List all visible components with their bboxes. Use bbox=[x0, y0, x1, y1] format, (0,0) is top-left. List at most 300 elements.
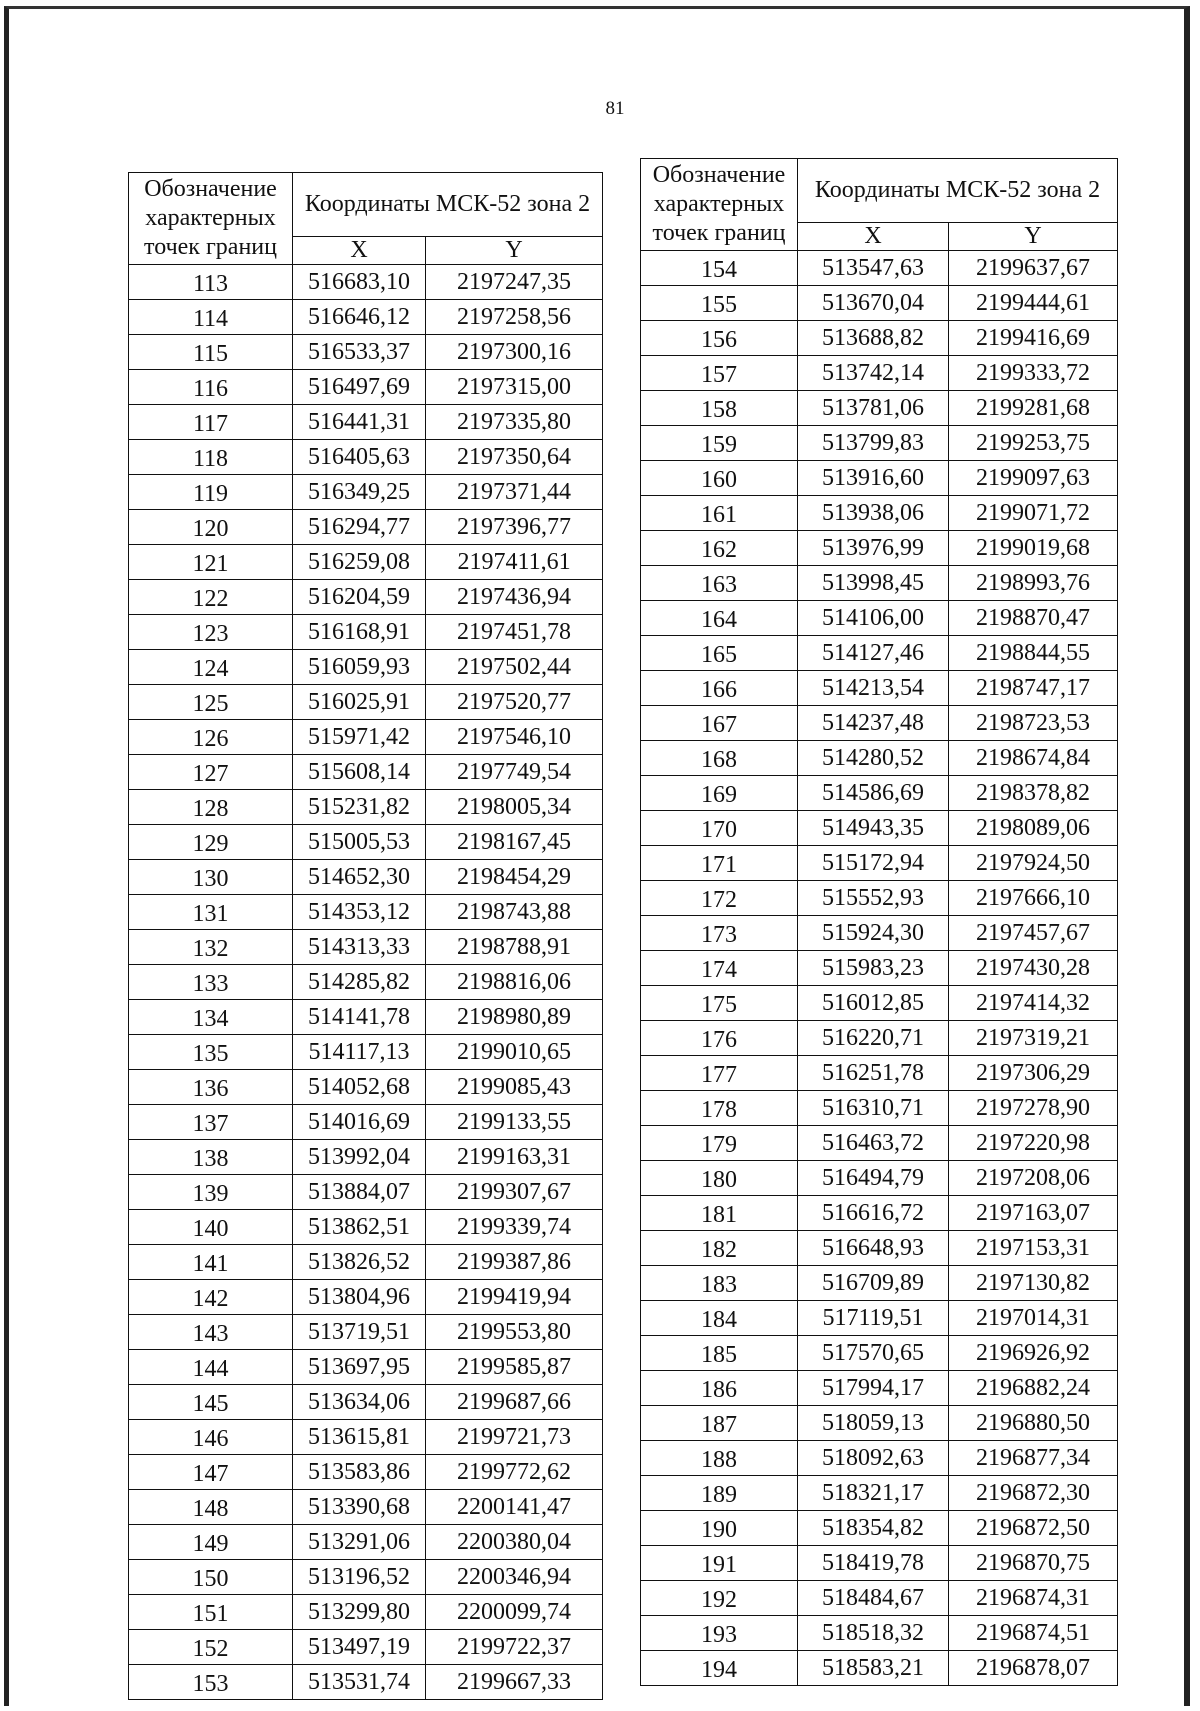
table-row bbox=[641, 1091, 1118, 1126]
table-row bbox=[641, 356, 1118, 391]
point-number-cell: 137 bbox=[129, 1105, 293, 1140]
x-coordinate-cell: 514213,54 bbox=[798, 671, 949, 706]
x-coordinate-cell: 513670,04 bbox=[798, 286, 949, 321]
x-coordinate-cell: 513938,06 bbox=[798, 496, 949, 531]
point-number-cell: 153 bbox=[129, 1665, 293, 1700]
table-row bbox=[641, 496, 1118, 531]
y-coordinate-cell: 2197258,56 bbox=[426, 300, 603, 335]
point-number-cell: 164 bbox=[641, 601, 798, 636]
table-row bbox=[129, 790, 603, 825]
table-row bbox=[129, 1595, 603, 1630]
table-body-left bbox=[129, 265, 603, 1700]
point-number-cell: 132 bbox=[129, 930, 293, 965]
y-coordinate-cell: 2199687,66 bbox=[426, 1385, 603, 1420]
y-coordinate-cell: 2199085,43 bbox=[426, 1070, 603, 1105]
y-coordinate-cell: 2197306,29 bbox=[949, 1056, 1118, 1091]
y-coordinate-cell: 2199019,68 bbox=[949, 531, 1118, 566]
point-number-cell: 127 bbox=[129, 755, 293, 790]
point-number-cell: 173 bbox=[641, 916, 798, 951]
point-number-cell: 162 bbox=[641, 531, 798, 566]
x-coordinate-cell: 516220,71 bbox=[798, 1021, 949, 1056]
x-coordinate-cell: 515983,23 bbox=[798, 951, 949, 986]
x-coordinate-cell: 518484,67 bbox=[798, 1581, 949, 1616]
x-coordinate-cell: 516463,72 bbox=[798, 1126, 949, 1161]
y-coordinate-cell: 2198788,91 bbox=[426, 930, 603, 965]
point-number-cell: 169 bbox=[641, 776, 798, 811]
y-coordinate-cell: 2199444,61 bbox=[949, 286, 1118, 321]
point-number-cell: 194 bbox=[641, 1651, 798, 1686]
x-coordinate-cell: 514237,48 bbox=[798, 706, 949, 741]
x-coordinate-cell: 516497,69 bbox=[293, 370, 426, 405]
x-coordinate-cell: 516349,25 bbox=[293, 475, 426, 510]
point-number-cell: 114 bbox=[129, 300, 293, 335]
table-row bbox=[129, 1140, 603, 1175]
x-coordinate-cell: 513862,51 bbox=[293, 1210, 426, 1245]
point-number-cell: 150 bbox=[129, 1560, 293, 1595]
table-row bbox=[641, 706, 1118, 741]
point-number-cell: 158 bbox=[641, 391, 798, 426]
table-row bbox=[641, 1196, 1118, 1231]
table-row bbox=[129, 1315, 603, 1350]
y-coordinate-cell: 2198378,82 bbox=[949, 776, 1118, 811]
y-coordinate-cell: 2200141,47 bbox=[426, 1490, 603, 1525]
point-number-cell: 149 bbox=[129, 1525, 293, 1560]
table-row bbox=[129, 335, 603, 370]
point-number-cell: 115 bbox=[129, 335, 293, 370]
point-number-cell: 182 bbox=[641, 1231, 798, 1266]
y-coordinate-cell: 2200380,04 bbox=[426, 1525, 603, 1560]
y-coordinate-cell: 2198980,89 bbox=[426, 1000, 603, 1035]
point-number-cell: 187 bbox=[641, 1406, 798, 1441]
table-row bbox=[129, 1000, 603, 1035]
table-row bbox=[129, 1385, 603, 1420]
y-coordinate-cell: 2197430,28 bbox=[949, 951, 1118, 986]
table-row bbox=[641, 461, 1118, 496]
y-coordinate-cell: 2197749,54 bbox=[426, 755, 603, 790]
point-number-cell: 142 bbox=[129, 1280, 293, 1315]
y-coordinate-cell: 2200346,94 bbox=[426, 1560, 603, 1595]
y-coordinate-cell: 2196872,50 bbox=[949, 1511, 1118, 1546]
y-coordinate-cell: 2196877,34 bbox=[949, 1441, 1118, 1476]
y-coordinate-cell: 2196878,07 bbox=[949, 1651, 1118, 1686]
table-row bbox=[129, 545, 603, 580]
x-coordinate-cell: 518583,21 bbox=[798, 1651, 949, 1686]
table-row bbox=[641, 566, 1118, 601]
y-coordinate-cell: 2197220,98 bbox=[949, 1126, 1118, 1161]
x-coordinate-cell: 514052,68 bbox=[293, 1070, 426, 1105]
y-coordinate-cell: 2198005,34 bbox=[426, 790, 603, 825]
x-coordinate-cell: 513547,63 bbox=[798, 251, 949, 286]
table-row bbox=[129, 1175, 603, 1210]
table-row bbox=[641, 1021, 1118, 1056]
x-coordinate-cell: 513799,83 bbox=[798, 426, 949, 461]
y-coordinate-cell: 2197350,64 bbox=[426, 440, 603, 475]
table-row bbox=[129, 895, 603, 930]
y-coordinate-cell: 2199667,33 bbox=[426, 1665, 603, 1700]
point-number-cell: 130 bbox=[129, 860, 293, 895]
table-row bbox=[641, 391, 1118, 426]
table-row bbox=[129, 440, 603, 475]
x-coordinate-cell: 516012,85 bbox=[798, 986, 949, 1021]
y-coordinate-cell: 2197414,32 bbox=[949, 986, 1118, 1021]
point-number-cell: 134 bbox=[129, 1000, 293, 1035]
x-coordinate-cell: 513916,60 bbox=[798, 461, 949, 496]
y-coordinate-cell: 2199585,87 bbox=[426, 1350, 603, 1385]
x-coordinate-cell: 516494,79 bbox=[798, 1161, 949, 1196]
table-row bbox=[641, 1511, 1118, 1546]
header-y: Y bbox=[949, 222, 1118, 250]
y-coordinate-cell: 2198816,06 bbox=[426, 965, 603, 1000]
point-number-cell: 183 bbox=[641, 1266, 798, 1301]
point-number-cell: 125 bbox=[129, 685, 293, 720]
table-row bbox=[641, 1476, 1118, 1511]
point-number-cell: 128 bbox=[129, 790, 293, 825]
x-coordinate-cell: 514652,30 bbox=[293, 860, 426, 895]
table-row bbox=[129, 300, 603, 335]
table-row bbox=[129, 1560, 603, 1595]
x-coordinate-cell: 514016,69 bbox=[293, 1105, 426, 1140]
x-coordinate-cell: 513615,81 bbox=[293, 1420, 426, 1455]
y-coordinate-cell: 2197436,94 bbox=[426, 580, 603, 615]
y-coordinate-cell: 2198723,53 bbox=[949, 706, 1118, 741]
page-number: 81 bbox=[605, 98, 625, 119]
point-number-cell: 140 bbox=[129, 1210, 293, 1245]
point-number-cell: 174 bbox=[641, 951, 798, 986]
table-row bbox=[641, 986, 1118, 1021]
table-row bbox=[641, 1651, 1118, 1686]
y-coordinate-cell: 2199553,80 bbox=[426, 1315, 603, 1350]
x-coordinate-cell: 513826,52 bbox=[293, 1245, 426, 1280]
y-coordinate-cell: 2199253,75 bbox=[949, 426, 1118, 461]
y-coordinate-cell: 2196882,24 bbox=[949, 1371, 1118, 1406]
point-number-cell: 170 bbox=[641, 811, 798, 846]
header-x: X bbox=[798, 222, 949, 250]
coordinates-table-right bbox=[640, 158, 1118, 1686]
table-row bbox=[129, 1665, 603, 1700]
table-body-right bbox=[641, 251, 1118, 1686]
y-coordinate-cell: 2197666,10 bbox=[949, 881, 1118, 916]
point-number-cell: 135 bbox=[129, 1035, 293, 1070]
y-coordinate-cell: 2198089,06 bbox=[949, 811, 1118, 846]
x-coordinate-cell: 514586,69 bbox=[798, 776, 949, 811]
x-coordinate-cell: 514280,52 bbox=[798, 741, 949, 776]
y-coordinate-cell: 2199333,72 bbox=[949, 356, 1118, 391]
table-row bbox=[129, 965, 603, 1000]
table-row bbox=[129, 265, 603, 300]
y-coordinate-cell: 2197520,77 bbox=[426, 685, 603, 720]
y-coordinate-cell: 2198870,47 bbox=[949, 601, 1118, 636]
y-coordinate-cell: 2199339,74 bbox=[426, 1210, 603, 1245]
x-coordinate-cell: 513531,74 bbox=[293, 1665, 426, 1700]
y-coordinate-cell: 2197319,21 bbox=[949, 1021, 1118, 1056]
table-row bbox=[129, 720, 603, 755]
point-number-cell: 151 bbox=[129, 1595, 293, 1630]
table-row bbox=[641, 811, 1118, 846]
y-coordinate-cell: 2199281,68 bbox=[949, 391, 1118, 426]
table-row bbox=[641, 1441, 1118, 1476]
table-row bbox=[641, 1056, 1118, 1091]
point-number-cell: 166 bbox=[641, 671, 798, 706]
y-coordinate-cell: 2197315,00 bbox=[426, 370, 603, 405]
table-row bbox=[641, 881, 1118, 916]
y-coordinate-cell: 2196874,51 bbox=[949, 1616, 1118, 1651]
point-number-cell: 156 bbox=[641, 321, 798, 356]
point-number-cell: 120 bbox=[129, 510, 293, 545]
table-row bbox=[641, 951, 1118, 986]
point-number-cell: 189 bbox=[641, 1476, 798, 1511]
x-coordinate-cell: 517119,51 bbox=[798, 1301, 949, 1336]
table-row bbox=[129, 615, 603, 650]
x-coordinate-cell: 516648,93 bbox=[798, 1231, 949, 1266]
point-number-cell: 176 bbox=[641, 1021, 798, 1056]
coordinates-table-left bbox=[128, 172, 603, 1700]
point-number-cell: 171 bbox=[641, 846, 798, 881]
point-number-cell: 178 bbox=[641, 1091, 798, 1126]
y-coordinate-cell: 2199772,62 bbox=[426, 1455, 603, 1490]
y-coordinate-cell: 2199133,55 bbox=[426, 1105, 603, 1140]
point-number-cell: 141 bbox=[129, 1245, 293, 1280]
x-coordinate-cell: 513781,06 bbox=[798, 391, 949, 426]
y-coordinate-cell: 2198993,76 bbox=[949, 566, 1118, 601]
y-coordinate-cell: 2198674,84 bbox=[949, 741, 1118, 776]
y-coordinate-cell: 2197546,10 bbox=[426, 720, 603, 755]
table-row bbox=[129, 1350, 603, 1385]
x-coordinate-cell: 513742,14 bbox=[798, 356, 949, 391]
x-coordinate-cell: 515971,42 bbox=[293, 720, 426, 755]
table-row bbox=[641, 286, 1118, 321]
x-coordinate-cell: 514117,13 bbox=[293, 1035, 426, 1070]
x-coordinate-cell: 516616,72 bbox=[798, 1196, 949, 1231]
table-row bbox=[641, 846, 1118, 881]
point-number-cell: 188 bbox=[641, 1441, 798, 1476]
y-coordinate-cell: 2197153,31 bbox=[949, 1231, 1118, 1266]
x-coordinate-cell: 516533,37 bbox=[293, 335, 426, 370]
point-number-cell: 144 bbox=[129, 1350, 293, 1385]
table-row bbox=[641, 1161, 1118, 1196]
y-coordinate-cell: 2197208,06 bbox=[949, 1161, 1118, 1196]
point-number-cell: 165 bbox=[641, 636, 798, 671]
y-coordinate-cell: 2197396,77 bbox=[426, 510, 603, 545]
y-coordinate-cell: 2199419,94 bbox=[426, 1280, 603, 1315]
x-coordinate-cell: 517570,65 bbox=[798, 1336, 949, 1371]
table-row bbox=[641, 636, 1118, 671]
x-coordinate-cell: 518321,17 bbox=[798, 1476, 949, 1511]
table-row bbox=[129, 1210, 603, 1245]
x-coordinate-cell: 516059,93 bbox=[293, 650, 426, 685]
y-coordinate-cell: 2197247,35 bbox=[426, 265, 603, 300]
y-coordinate-cell: 2197457,67 bbox=[949, 916, 1118, 951]
point-number-cell: 117 bbox=[129, 405, 293, 440]
y-coordinate-cell: 2198747,17 bbox=[949, 671, 1118, 706]
x-coordinate-cell: 516310,71 bbox=[798, 1091, 949, 1126]
table-row bbox=[129, 1070, 603, 1105]
x-coordinate-cell: 513804,96 bbox=[293, 1280, 426, 1315]
point-number-cell: 190 bbox=[641, 1511, 798, 1546]
table-row bbox=[129, 1490, 603, 1525]
y-coordinate-cell: 2199722,37 bbox=[426, 1630, 603, 1665]
table-row bbox=[129, 1105, 603, 1140]
table-row bbox=[641, 1371, 1118, 1406]
y-coordinate-cell: 2199071,72 bbox=[949, 496, 1118, 531]
table-row bbox=[129, 475, 603, 510]
table-row bbox=[129, 510, 603, 545]
x-coordinate-cell: 514127,46 bbox=[798, 636, 949, 671]
x-coordinate-cell: 514313,33 bbox=[293, 930, 426, 965]
point-number-cell: 163 bbox=[641, 566, 798, 601]
point-number-cell: 192 bbox=[641, 1581, 798, 1616]
table-row bbox=[641, 1301, 1118, 1336]
table-row bbox=[129, 650, 603, 685]
point-number-cell: 123 bbox=[129, 615, 293, 650]
y-coordinate-cell: 2197411,61 bbox=[426, 545, 603, 580]
point-number-cell: 116 bbox=[129, 370, 293, 405]
point-number-cell: 146 bbox=[129, 1420, 293, 1455]
x-coordinate-cell: 513976,99 bbox=[798, 531, 949, 566]
y-coordinate-cell: 2197924,50 bbox=[949, 846, 1118, 881]
point-number-cell: 160 bbox=[641, 461, 798, 496]
table-row bbox=[641, 671, 1118, 706]
table-row bbox=[129, 1245, 603, 1280]
x-coordinate-cell: 518518,32 bbox=[798, 1616, 949, 1651]
point-number-cell: 143 bbox=[129, 1315, 293, 1350]
x-coordinate-cell: 515924,30 bbox=[798, 916, 949, 951]
table-row bbox=[129, 1455, 603, 1490]
table-row bbox=[641, 916, 1118, 951]
y-coordinate-cell: 2198844,55 bbox=[949, 636, 1118, 671]
table-row bbox=[641, 1126, 1118, 1161]
y-coordinate-cell: 2197371,44 bbox=[426, 475, 603, 510]
header-x: X bbox=[293, 236, 426, 264]
x-coordinate-cell: 515172,94 bbox=[798, 846, 949, 881]
y-coordinate-cell: 2197130,82 bbox=[949, 1266, 1118, 1301]
table-row bbox=[641, 1616, 1118, 1651]
point-number-cell: 124 bbox=[129, 650, 293, 685]
point-number-cell: 159 bbox=[641, 426, 798, 461]
y-coordinate-cell: 2196870,75 bbox=[949, 1546, 1118, 1581]
point-number-cell: 179 bbox=[641, 1126, 798, 1161]
table-row bbox=[641, 601, 1118, 636]
point-number-cell: 122 bbox=[129, 580, 293, 615]
header-y: Y bbox=[426, 236, 603, 264]
table-row bbox=[641, 321, 1118, 356]
table-row bbox=[641, 1266, 1118, 1301]
y-coordinate-cell: 2197014,31 bbox=[949, 1301, 1118, 1336]
y-coordinate-cell: 2197502,44 bbox=[426, 650, 603, 685]
x-coordinate-cell: 513688,82 bbox=[798, 321, 949, 356]
point-number-cell: 168 bbox=[641, 741, 798, 776]
x-coordinate-cell: 515005,53 bbox=[293, 825, 426, 860]
point-number-cell: 172 bbox=[641, 881, 798, 916]
x-coordinate-cell: 513583,86 bbox=[293, 1455, 426, 1490]
point-number-cell: 118 bbox=[129, 440, 293, 475]
table-row bbox=[641, 531, 1118, 566]
x-coordinate-cell: 515552,93 bbox=[798, 881, 949, 916]
table-row bbox=[129, 930, 603, 965]
point-number-cell: 139 bbox=[129, 1175, 293, 1210]
table-row bbox=[641, 426, 1118, 461]
point-number-cell: 131 bbox=[129, 895, 293, 930]
x-coordinate-cell: 513196,52 bbox=[293, 1560, 426, 1595]
x-coordinate-cell: 517994,17 bbox=[798, 1371, 949, 1406]
table-row bbox=[129, 755, 603, 790]
y-coordinate-cell: 2199307,67 bbox=[426, 1175, 603, 1210]
header-point-label: Обозначение характерных точек границ bbox=[641, 159, 798, 251]
x-coordinate-cell: 516294,77 bbox=[293, 510, 426, 545]
point-number-cell: 184 bbox=[641, 1301, 798, 1336]
point-number-cell: 155 bbox=[641, 286, 798, 321]
header-coords-label: Координаты МСК-52 зона 2 bbox=[293, 173, 603, 237]
table-row bbox=[641, 1406, 1118, 1441]
point-number-cell: 186 bbox=[641, 1371, 798, 1406]
x-coordinate-cell: 518092,63 bbox=[798, 1441, 949, 1476]
x-coordinate-cell: 514943,35 bbox=[798, 811, 949, 846]
y-coordinate-cell: 2196880,50 bbox=[949, 1406, 1118, 1441]
x-coordinate-cell: 513719,51 bbox=[293, 1315, 426, 1350]
point-number-cell: 129 bbox=[129, 825, 293, 860]
point-number-cell: 119 bbox=[129, 475, 293, 510]
y-coordinate-cell: 2197335,80 bbox=[426, 405, 603, 440]
x-coordinate-cell: 514353,12 bbox=[293, 895, 426, 930]
table-row bbox=[641, 251, 1118, 286]
y-coordinate-cell: 2196872,30 bbox=[949, 1476, 1118, 1511]
y-coordinate-cell: 2197163,07 bbox=[949, 1196, 1118, 1231]
x-coordinate-cell: 514106,00 bbox=[798, 601, 949, 636]
x-coordinate-cell: 518354,82 bbox=[798, 1511, 949, 1546]
table-row bbox=[641, 776, 1118, 811]
x-coordinate-cell: 518059,13 bbox=[798, 1406, 949, 1441]
x-coordinate-cell: 516204,59 bbox=[293, 580, 426, 615]
x-coordinate-cell: 513390,68 bbox=[293, 1490, 426, 1525]
table-row bbox=[641, 1581, 1118, 1616]
y-coordinate-cell: 2199387,86 bbox=[426, 1245, 603, 1280]
table-row bbox=[641, 741, 1118, 776]
x-coordinate-cell: 516259,08 bbox=[293, 545, 426, 580]
point-number-cell: 180 bbox=[641, 1161, 798, 1196]
table-row bbox=[129, 825, 603, 860]
point-number-cell: 193 bbox=[641, 1616, 798, 1651]
x-coordinate-cell: 516441,31 bbox=[293, 405, 426, 440]
point-number-cell: 147 bbox=[129, 1455, 293, 1490]
table-row bbox=[129, 1035, 603, 1070]
x-coordinate-cell: 515608,14 bbox=[293, 755, 426, 790]
x-coordinate-cell: 513884,07 bbox=[293, 1175, 426, 1210]
point-number-cell: 145 bbox=[129, 1385, 293, 1420]
table-row bbox=[641, 1231, 1118, 1266]
table-row bbox=[129, 1630, 603, 1665]
point-number-cell: 161 bbox=[641, 496, 798, 531]
point-number-cell: 154 bbox=[641, 251, 798, 286]
x-coordinate-cell: 516683,10 bbox=[293, 265, 426, 300]
point-number-cell: 148 bbox=[129, 1490, 293, 1525]
x-coordinate-cell: 513299,80 bbox=[293, 1595, 426, 1630]
y-coordinate-cell: 2197300,16 bbox=[426, 335, 603, 370]
table-row bbox=[129, 1525, 603, 1560]
x-coordinate-cell: 514285,82 bbox=[293, 965, 426, 1000]
y-coordinate-cell: 2199637,67 bbox=[949, 251, 1118, 286]
header-point-label: Обозначение характерных точек границ bbox=[129, 173, 293, 265]
x-coordinate-cell: 515231,82 bbox=[293, 790, 426, 825]
y-coordinate-cell: 2196926,92 bbox=[949, 1336, 1118, 1371]
x-coordinate-cell: 513634,06 bbox=[293, 1385, 426, 1420]
table-row bbox=[129, 370, 603, 405]
x-coordinate-cell: 516646,12 bbox=[293, 300, 426, 335]
table-row bbox=[129, 1280, 603, 1315]
header-coords-label: Координаты МСК-52 зона 2 bbox=[798, 159, 1118, 223]
table-row bbox=[129, 1420, 603, 1455]
x-coordinate-cell: 516025,91 bbox=[293, 685, 426, 720]
y-coordinate-cell: 2197278,90 bbox=[949, 1091, 1118, 1126]
point-number-cell: 121 bbox=[129, 545, 293, 580]
